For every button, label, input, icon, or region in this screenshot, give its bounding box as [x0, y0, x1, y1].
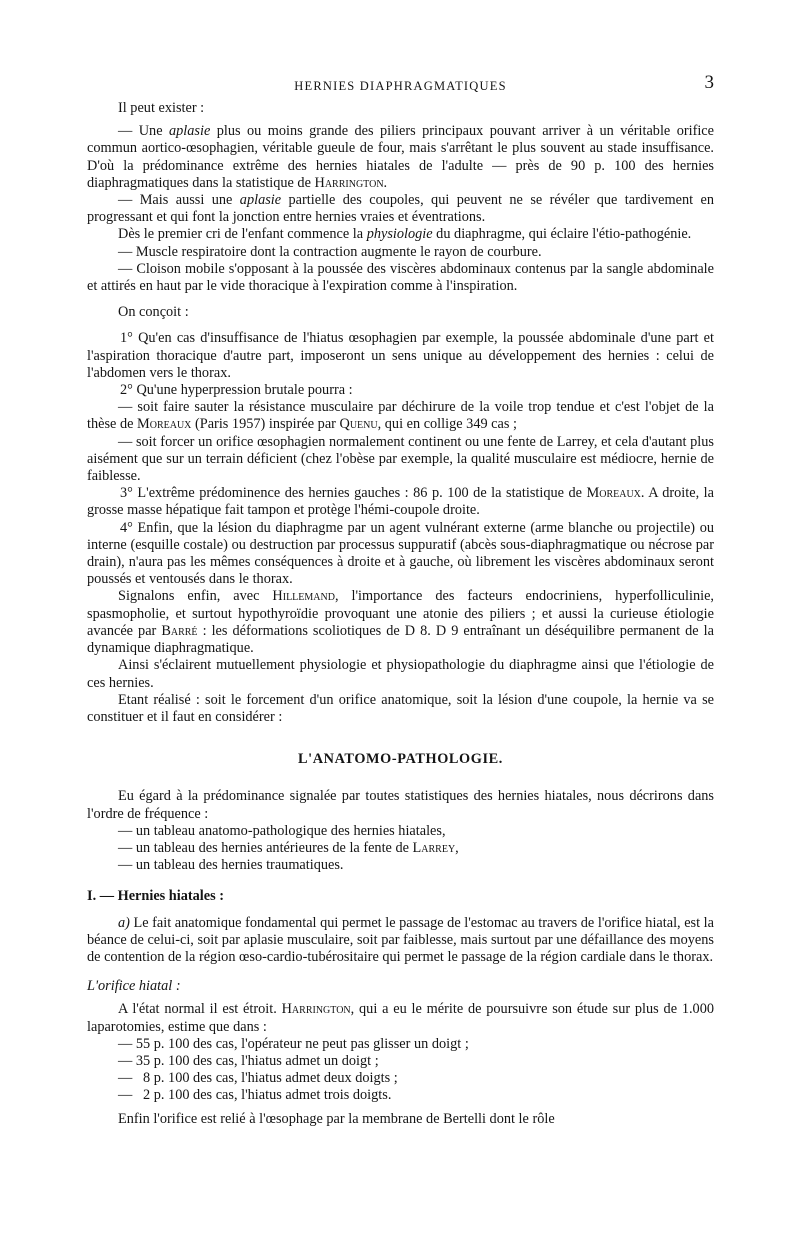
paragraph-orifice-force: — soit forcer un orifice œsophagien normalement continent ou une fente de Larrey, et cela d'autant plus aisément que sur un terrain déficient (chez l'obèse par exemple, la qualité musculaire est médiocre, hernie de faiblesse. — [87, 433, 714, 485]
paragraph-aplasie-coupoles: — Mais aussi une aplasie partielle des coupoles, qui peuvent ne se révéler que tardivement en progressant et qui font la jonction entre hernies vraies et éventrations. — [87, 192, 714, 226]
paragraph-physiologie: Dès le premier cri de l'enfant commence la physiologie du diaphragme, qui éclaire l'étio-pathogénie. — [118, 226, 692, 243]
paragraph-point-4: 4° Enfin, que la lésion du diaphragme par un agent vulnérant externe (arme blanche ou projectile) ou interne (esquille costale) ou destruction par processus suppuratif (abcès sous-diaphragmatique ou nécrose par drain), n'aura pas les mêmes conséquences à droite et à gauche, où librement les viscères abdominaux seront poussés et ventousés dans le thorax. — [87, 519, 714, 588]
paragraph-aplasie-piliers: — Une aplasie plus ou moins grande des piliers principaux pouvant arriver à un véritable orifice commun aortico-œsophagien, véritable gueule de four, mais s'arrêtant le plus souvent au stade insuffisance. D'où la prédominance extrême des hernies hiatales de l'adulte — près de 90 p. 100 des hernies diaphragmatiques dans la statistique de Harrington. — [87, 123, 715, 191]
italic-heading: L'orifice hiatal : — [87, 978, 181, 995]
paragraph-dechirure: — soit faire sauter la résistance musculaire par déchirure de la voile trop tendue et c'est l'objet de la thèse de Moreaux (Paris 1957) inspirée par Quenu, qui en collige 349 cas ; — [87, 399, 714, 433]
paragraph-ainsi: Ainsi s'éclairent mutuellement physiologie et physiopathologie du diaphragme ainsi que l'étiologie de ces hernies. — [87, 657, 714, 691]
paragraph-on-concoit: On conçoit : — [118, 304, 189, 321]
paragraph-etant-realise: Etant réalisé : soit le forcement d'un orifice anatomique, soit la lésion d'une coupole, la hernie va se constituer et il faut en considérer : — [87, 691, 714, 725]
list-item: — un tableau des hernies traumatiques. — [118, 857, 344, 874]
running-header — [87, 74, 714, 100]
paragraph-signalons: Signalons enfin, avec Hillemand, l'importance des facteurs endocriniens, hyperfolliculinie, spasmopholie, et surtout hypothyroïdie provoquant une atonie des piliers ; et aussi la curieuse étiologie avancée par Barré : les déformations scoliotiques de D 8. D 9 entraînant un déséquilibre permanent de la dynamique diaphragmatique. — [87, 588, 714, 657]
paragraph-cloison: — Cloison mobile s'opposant à la poussée des viscères abdominaux contenus par la sangle abdominale et attirés en haut par le vide thoracique à l'expiration comme à l'inspiration. — [87, 260, 714, 295]
list-item: — un tableau des hernies antérieures de la fente de Larrey, — [118, 839, 459, 856]
list-item: — 2 p. 100 des cas, l'hiatus admet trois doigts. — [118, 1087, 392, 1104]
paragraph-enfin: Enfin l'orifice est relié à l'œsophage par la membrane de Bertelli dont le rôle — [118, 1110, 555, 1127]
running-title: HERNIES DIAPHRAGMATIQUES — [294, 79, 507, 93]
paragraph-point-1: 1° Qu'en cas d'insuffisance de l'hiatus œsophagien par exemple, la poussée abdominale d'une part et l'aspiration thoracique d'autre part, imposeront un sens unique au développement des hernies : celui de l'abdomen vers le thorax. — [87, 330, 714, 381]
paragraph-eu-egard: Eu égard à la prédominance signalée par toutes statistiques des hernies hiatales, nous décrirons dans l'ordre de fréquence : — [87, 788, 714, 822]
section-heading: L'ANATOMO-PATHOLOGIE. — [298, 751, 503, 768]
paragraph-fait-anatomique: a) Le fait anatomique fondamental qui permet le passage de l'estomac au travers de l'orifice hiatal, est la béance de celui-ci, soit par aplasie musculaire, soit par faiblesse, mais surtout par une défaillance des moyens de contention de la région œso-cardio-tubérositaire qui permet le passage de la région cardiale dans le thorax. — [87, 914, 714, 965]
list-item: — 8 p. 100 des cas, l'hiatus admet deux doigts ; — [118, 1070, 398, 1087]
list-item: — 55 p. 100 des cas, l'opérateur ne peut pas glisser un doigt ; — [118, 1035, 469, 1052]
list-item: — 35 p. 100 des cas, l'hiatus admet un doigt ; — [118, 1052, 379, 1069]
paragraph-point-3: 3° L'extrême prédominence des hernies gauches : 86 p. 100 de la statistique de Moreaux. A droite, la grosse masse hépatique fait tampon et protège l'hémi-coupole droite. — [87, 485, 714, 519]
paragraph-muscle: — Muscle respiratoire dont la contraction augmente le rayon de courbure. — [118, 243, 542, 260]
sub-heading: I. — Hernies hiatales : — [87, 888, 225, 905]
page-number: 3 — [704, 72, 714, 93]
paragraph-etat-normal: A l'état normal il est étroit. Harrington, qui a eu le mérite de poursuivre son étude sur plus de 1.000 laparotomies, estime que dans : — [87, 1001, 715, 1035]
list-item: — un tableau anatomo-pathologique des hernies hiatales, — [118, 822, 446, 839]
paragraph-point-2: 2° Qu'une hyperpression brutale pourra : — [120, 382, 353, 399]
paragraph-intro: Il peut exister : — [118, 100, 205, 116]
